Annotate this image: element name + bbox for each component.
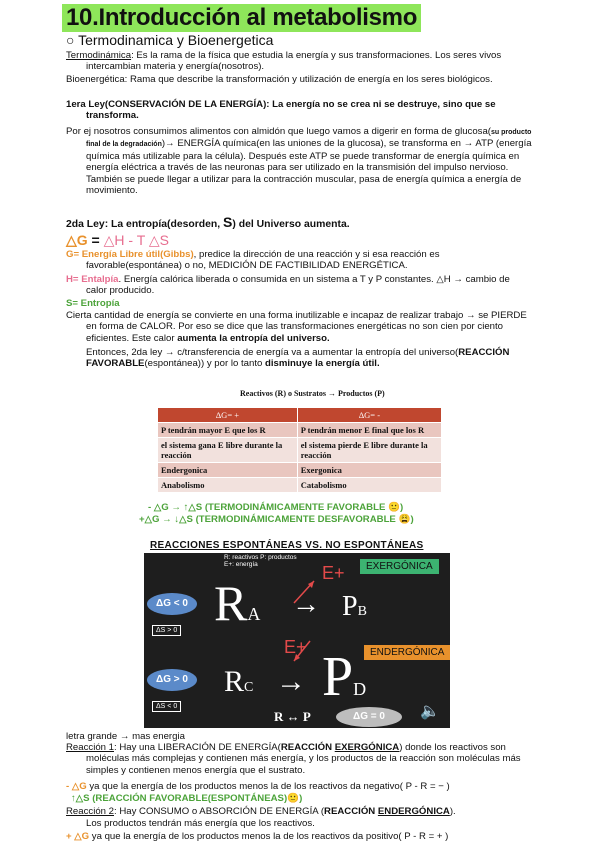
def-entropia-label: S= Entropía	[66, 298, 120, 309]
ds-positive-box: ΔS > 0	[152, 625, 181, 636]
table-row: Anabolismo Catabolismo	[158, 478, 442, 493]
def-termodinamica: Termodinámica: Es la rama de la física que estudia la energía y sus transformaciones. Los seres vivos intercambian materia y energía(nosotros).	[66, 50, 502, 73]
first-law: 1era Ley(CONSERVACIÓN DE LA ENERGÍA): La energía no se crea ni se destruye, sino que se transforma.	[66, 99, 496, 122]
exergonic-tag: EXERGÓNICA	[360, 559, 439, 574]
unfavorable-line: +△G → ↓△S (TERMODINÁMICAMENTE DESFAVORABLE 😩)	[139, 514, 414, 525]
reaction-1-ds: ↑△S (REACCIÓN FAVORABLE(ESPONTÁNEAS)🙂)	[71, 793, 303, 804]
def-entalpia: H= Entalpía. Energía calórica liberada o consumida en un sistema a T y P constantes. △H → cambio de calor producido.	[66, 274, 510, 297]
dg-comparison-table	[157, 407, 442, 493]
gibbs-formula: △G = △H - T △S	[66, 232, 169, 248]
first-law-example: Por ej nosotros consumimos alimentos con almidón que luego vamos a digerir en forma de glucosa(su producto final de la degradación)→ ENERGÍA química(en las uniones de la glucosa), se transforma en → ATP (energía química más utilizable para la célula). Después este ATP se puede transformar de energía química en energía eléctrica a través de las neuronas para ser utilizado en la transmisión del impulso nervioso. También se puede llegar a utilizar para la contracción muscular, pasa de energía química a energía de movimiento.	[66, 126, 532, 197]
reaction-arrow-top: →	[292, 589, 320, 620]
section-subtitle: ○ Termodinamica y Bioenergetica	[66, 32, 274, 48]
energy-plus-top: E+	[322, 563, 345, 583]
product-d: PD	[322, 646, 367, 708]
second-law-conclusion: Entonces, 2da ley → c/transferencia de energía va a aumentar la entropía del universo(REACCIÓN FAVORABLE(espontánea)) y por lo tanto disminuye la energía útil.	[86, 347, 510, 370]
dg-negative-badge: ΔG < 0	[147, 593, 197, 615]
table-row: el sistema gana E libre durante la reacción el sistema pierde E libre durante la reacción	[158, 438, 442, 463]
reaction-arrow-bottom: →	[276, 665, 306, 698]
reaction-1-dg: - △G ya que la energía de los productos menos la de los reactivos da negativo( P - R = − )	[66, 781, 450, 792]
table-row: P tendrán mayor E que los R P tendrán menor E final que los R	[158, 423, 442, 438]
reaction-2-detail: Los productos tendrán más energía que los reactivos.	[86, 818, 315, 829]
figure-legend: R: reactivos P: productos E+: energía	[224, 554, 297, 568]
table-row: Endergonica Exergonica	[158, 463, 442, 478]
reactant-a: RA	[214, 575, 261, 631]
page-title: 10.Introducción al metabolismo	[62, 4, 421, 32]
equilibrium-label: R ↔ P	[274, 709, 311, 724]
favorable-line: - △G → ↑△S (TERMODINÁMICAMENTE FAVORABLE 🙂)	[148, 502, 404, 513]
def-entropia: Cierta cantidad de energía se convierte en una forma inutilizable e incapaz de realizar trabajo → se PIERDE en forma de CALOR. Por eso se dice que las transformaciones energéticas no son cien por ciento eficientes. Este calor aumenta la entropía del universo.	[66, 310, 527, 344]
endergonic-tag: ENDERGÓNICA	[364, 645, 450, 660]
dg-positive-badge: ΔG > 0	[147, 669, 197, 691]
table-header: ΔG= -	[297, 408, 441, 423]
reaction-2-dg: + △G ya que la energía de los productos menos la de los reactivos da positivo( P - R = + )	[66, 831, 449, 842]
def-bioenergetica: Bioenergética: Rama que describe la transformación y utilización de energía en los seres biológicos.	[66, 74, 493, 85]
table-header: ΔG= +	[158, 408, 298, 423]
second-law-heading: 2da Ley: La entropía(desorden, S) del Universo aumenta.	[66, 214, 350, 230]
reactant-c: RC	[224, 665, 254, 698]
table-caption: Reactivos (R) o Sustratos → Productos (P)	[240, 389, 385, 398]
reaction-2: Reacción 2: Hay CONSUMO o ABSORCIÓN DE ENERGÍA (REACCIÓN ENDERGÓNICA).	[66, 806, 456, 817]
product-b: PB	[342, 591, 367, 622]
big-letter-note: letra grande → mas energia	[66, 731, 185, 742]
def-gibbs: G= Energía Libre útil(Gibbs), predice la dirección de una reacción y si esa reacción es favorable(espontánea) o no, MEDICIÓN DE FACTIBILIDAD ENERGÉTICA.	[66, 249, 440, 272]
sound-icon[interactable]: 🔈	[420, 703, 440, 720]
energy-plus-bottom: E+	[284, 637, 307, 657]
spontaneous-reactions-figure	[144, 553, 450, 728]
term-termodinamica: Termodinámica	[66, 50, 132, 61]
panel-heading: REACCIONES ESPONTÁNEAS VS. NO ESPONTÁNEAS	[150, 540, 424, 551]
ds-negative-box: ΔS < 0	[152, 701, 181, 712]
reaction-1: Reacción 1: Hay una LIBERACIÓN DE ENERGÍA(REACCIÓN EXERGÓNICA) donde los reactivos son moléculas más complejas y contienen más energía, y los productos de la reacción son moléculas más simples y contienen menos energía que el sustrato.	[66, 742, 521, 776]
dg-zero-badge: ΔG = 0	[336, 707, 402, 727]
